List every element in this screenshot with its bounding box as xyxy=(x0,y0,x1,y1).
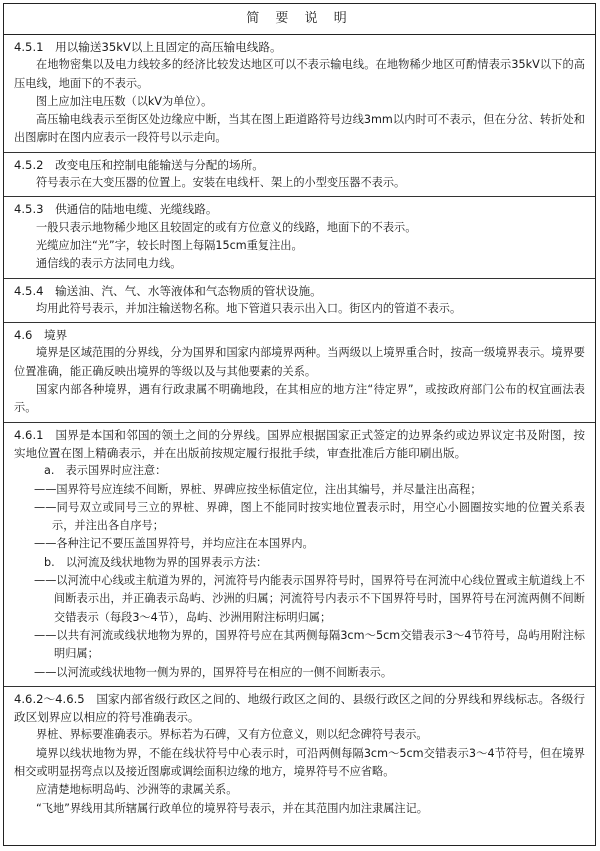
section-title: 4.5.2 改变电压和控制电能输送与分配的场所。 xyxy=(14,157,264,172)
section-4-5-4 xyxy=(4,279,595,324)
paragraph: 在地物密集以及电力线较多的经济比较发达地区可以不表示输电线。在地物稀少地区可酌情表示35kV以下的高压电线，地面下的不表示。 xyxy=(14,58,585,90)
list-label-b: b. 以河流及线状地物为界的国界表示方法： xyxy=(44,555,268,569)
page-header: 简 要 说 明 xyxy=(4,4,595,35)
paragraph: 一般只表示地物稀少地区且较固定的或有方位意义的线路，地面下的不表示。 xyxy=(36,220,417,234)
list-label-a: a. 表示国界时应注意： xyxy=(44,464,167,478)
paragraph: 通信线的表示方法同电力线。 xyxy=(36,257,182,271)
section-4-5-2 xyxy=(4,153,595,198)
paragraph: 均用此符号表示，并加注输送物名称。地下管道只表示出入口。街区内的管道不表示。 xyxy=(36,301,462,315)
paragraph: 图上应加注电压数（以kV为单位）。 xyxy=(36,94,213,108)
section-4-5-3 xyxy=(4,197,595,278)
section-4-5-1 xyxy=(4,35,595,153)
section-4-6-2-to-4-6-5 xyxy=(4,687,595,822)
paragraph: 境界以线状地物为界，不能在线状符号中心表示时，可沿两侧每隔3cm～5cm交错表示3～4节符号，但在境界相交或明显拐弯点以及接近图廓或调绘面积边缘的地方，境界符号不应省略。 xyxy=(14,746,585,778)
paragraph: 光缆应加注“光”字，较长时图上每隔15cm重复注出。 xyxy=(36,238,303,252)
explanation-page xyxy=(3,3,596,846)
section-4-6 xyxy=(4,323,595,422)
section-title: 4.5.1 用以输送35kV以上且固定的高压输电线路。 xyxy=(14,40,282,54)
paragraph: 高压输电线表示至街区处边缘应中断，当其在图上距道路符号边线3mm以内时可不表示，但在分岔、转折处和出图廓时在图内应表示一段符号以示走向。 xyxy=(14,113,585,145)
paragraph: 应清楚地标明岛屿、沙洲等的隶属关系。 xyxy=(36,783,238,797)
section-title: 4.6.1 国界是本国和邻国的领土之间的分界线。国界应根据国家正式签定的边界条约或边界议定书及附图，按实地位置在图上精确表示，并在出版前按规定履行报批手续，审查批准后方能印刷出版。 xyxy=(14,427,585,460)
list-item: ——同号双立或同号三立的界桩、界碑，图上不能同时按实地位置表示时，用空心小圆圈按实地的位置关系表示，并注出各自序号； xyxy=(34,500,585,533)
list-item: ——以共有河流或线状地物为界的，国界符号应在其两侧每隔3cm～5cm交错表示3～4节符号，岛屿用附注标明归属； xyxy=(34,628,585,661)
paragraph: 符号表示在大变压器的位置上。安装在电线杆、架上的小型变压器不表示。 xyxy=(36,176,406,190)
paragraph: 境界是区域范围的分界线，分为国界和国家内部境界两种。当两级以上境界重合时，按高一级境界表示。境界要位置准确，能正确反映出境界的等级以及与其他要素的关系。 xyxy=(14,346,585,378)
section-4-6-1 xyxy=(4,423,595,687)
section-title: 4.5.3 供通信的陆地电缆、光缆线路。 xyxy=(14,202,218,217)
list-item: ——以河流或线状地物一侧为界的，国界符号在相应的一侧不间断表示。 xyxy=(34,665,393,679)
paragraph: “飞地”界线用其所辖属行政单位的境界符号表示，并在其范围内加注隶属注记。 xyxy=(36,801,428,815)
paragraph: 国家内部各种境界，遇有行政隶属不明确地段，在其相应的地方注“待定界”，或按政府部门公布的权宜画法表示。 xyxy=(14,383,585,415)
section-title: 4.6.2～4.6.5 国家内部省级行政区之间的、地级行政区之间的、县级行政区之间的分界线和界线标志。各级行政区划界应以相应的符号准确表示。 xyxy=(14,691,585,725)
section-title: 4.6 境界 xyxy=(14,328,68,343)
list-item: ——以河流中心线或主航道为界的，河流符号内能表示国界符号时，国界符号在河流中心线位置或主航道线上不间断表示出，并正确表示岛屿、沙洲的归属；河流符号内表示不下国界符号时，国界符号在河流两侧不间断交错表示（每段3～4节），岛屿、沙洲用附注标明归属； xyxy=(34,574,585,624)
paragraph: 界桩、界标要准确表示。界标若为石碑，又有方位意义，则以纪念碑符号表示。 xyxy=(36,728,428,742)
list-item: ——国界符号应连续不间断，界桩、界碑应按坐标值定位，注出其编号，并尽量注出高程； xyxy=(34,482,482,496)
section-title: 4.5.4 输送油、汽、气、水等液体和气态物质的管状设施。 xyxy=(14,283,322,298)
list-item: ——各种注记不要压盖国界符号，并均应注在本国界内。 xyxy=(34,537,314,551)
